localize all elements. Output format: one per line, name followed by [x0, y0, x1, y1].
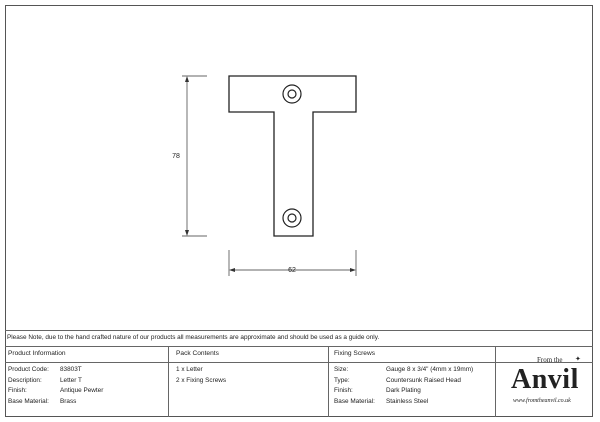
product-code-value: 83803T — [60, 366, 82, 373]
note-divider — [5, 330, 593, 331]
logo-tagline: From the — [537, 356, 563, 364]
top-screw-hole-icon — [283, 85, 301, 103]
logo-star-icon: ✦ — [575, 356, 581, 363]
screw-base-material-value: Stainless Steel — [386, 397, 429, 405]
product-info-row — [8, 386, 103, 397]
fixing-screws-row — [334, 397, 473, 408]
width-dimension-label: 62 — [288, 267, 296, 274]
fixing-screws-row — [334, 365, 473, 376]
pack-contents-list — [176, 365, 226, 386]
description-value: Letter T — [60, 376, 82, 384]
description-label: Description: — [8, 376, 42, 384]
height-dimension — [182, 76, 207, 236]
base-material-label: Base Material: — [8, 397, 49, 405]
fixing-screws-row — [334, 386, 473, 397]
finish-value: Antique Pewter — [60, 387, 104, 395]
fixing-screws-table — [334, 365, 473, 407]
logo-name: Anvil — [511, 364, 579, 395]
fixing-screws-heading: Fixing Screws — [334, 350, 376, 357]
from-the-anvil-logo — [505, 356, 590, 416]
size-value: Gauge 8 x 3/4" (4mm x 19mm) — [386, 366, 474, 373]
column-divider-1 — [168, 346, 169, 417]
pack-item: 2 x Fixing Screws — [176, 376, 227, 384]
letter-t-outline — [229, 76, 356, 236]
type-label: Type: — [334, 376, 350, 384]
product-info-table — [8, 365, 103, 407]
screw-finish-label: Finish: — [334, 387, 353, 395]
product-info-row — [8, 376, 103, 387]
pack-contents-heading: Pack Contents — [176, 350, 219, 357]
column-divider-2 — [328, 346, 329, 417]
height-dimension-label: 78 — [172, 153, 180, 160]
bottom-screw-hole-icon — [283, 209, 301, 227]
column-divider-3 — [495, 346, 496, 417]
size-label: Size: — [334, 366, 349, 373]
fixing-screws-row — [334, 376, 473, 387]
product-info-row — [8, 397, 103, 408]
product-info-heading: Product Information — [8, 350, 66, 357]
product-code-label: Product Code: — [8, 366, 49, 373]
screw-base-material-label: Base Material: — [334, 397, 375, 405]
product-info-row — [8, 365, 103, 376]
screw-finish-value: Dark Plating — [386, 387, 421, 395]
pack-item: 1 x Letter — [176, 366, 203, 373]
logo-url: www.fromtheanvil.co.uk — [513, 398, 571, 404]
base-material-value: Brass — [60, 397, 77, 405]
finish-label: Finish: — [8, 387, 27, 395]
table-top-divider — [5, 346, 593, 347]
type-value: Countersunk Raised Head — [386, 376, 461, 384]
disclaimer-note: Please Note, due to the hand crafted nature of our products all measurements are approximate and should be used as a guide only. — [7, 334, 380, 341]
